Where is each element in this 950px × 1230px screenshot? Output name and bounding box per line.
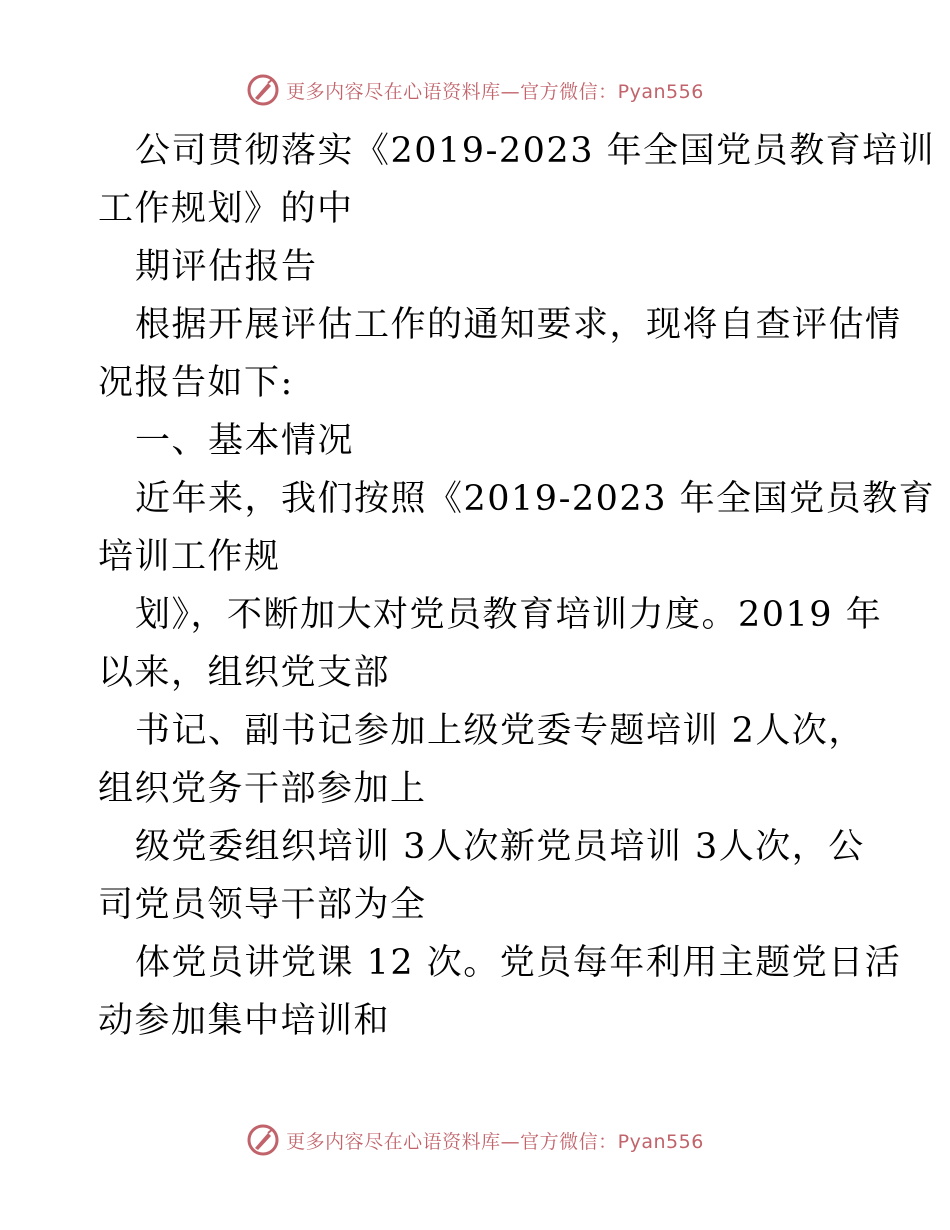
text-line: 培训工作规 [98,537,281,577]
quill-logo-icon [246,1123,280,1157]
quill-logo-icon [246,73,280,107]
text-line: 动参加集中培训和 [98,1001,391,1041]
text-line: 公司贯彻落实《2019-2023 年全国党员教育培训 [135,131,936,171]
text-line: 以来，组织党支部 [98,653,391,693]
text-line: 工作规划》的中 [98,189,354,229]
text-line: 根据开展评估工作的通知要求，现将自查评估情 [135,305,902,345]
text-line: 级党委组织培训 3人次新党员培训 3人次，公 [135,827,865,867]
watermark-text: 更多内容尽在心语资料库—官方微信：Pyan556 [286,1130,704,1153]
document-body [98,122,936,1050]
text-line: 一、基本情况 [135,421,355,461]
text-line: 近年来，我们按照《2019-2023 年全国党员教育 [135,479,936,519]
watermark-footer [0,1120,950,1160]
watermark-text: 更多内容尽在心语资料库—官方微信：Pyan556 [286,80,704,103]
text-line: 体党员讲党课 12 次。党员每年利用主题党日活 [135,943,902,983]
text-line: 况报告如下: [98,363,294,403]
text-line: 书记、副书记参加上级党委专题培训 2人次， [135,711,865,751]
text-line: 组织党务干部参加上 [98,769,427,809]
text-line: 期评估报告 [135,247,318,287]
watermark-header [0,70,950,110]
text-line: 司党员领导干部为全 [98,885,427,925]
text-line: 划》，不断加大对党员教育培训力度。2019 年 [135,595,883,635]
